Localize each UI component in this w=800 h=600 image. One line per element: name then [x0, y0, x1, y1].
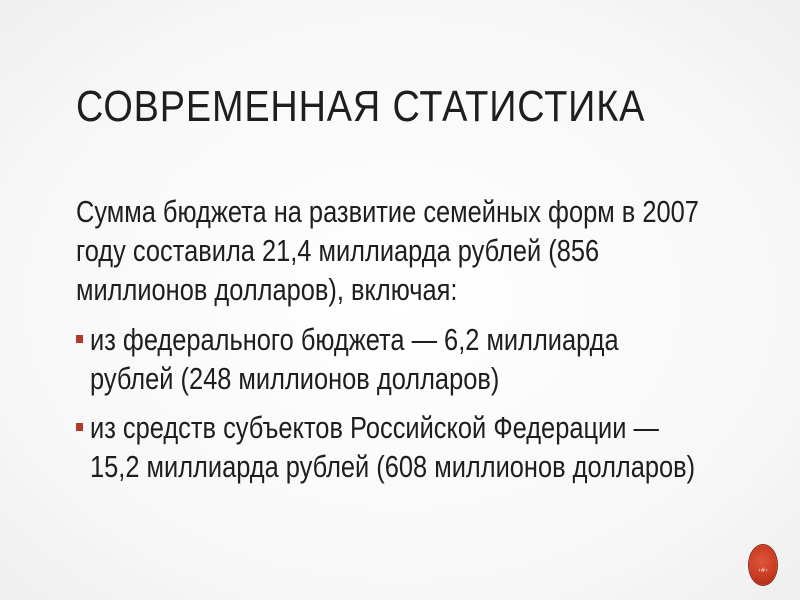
square-bullet-icon	[76, 335, 83, 343]
bullet-item	[76, 408, 796, 525]
slide-number: ‹#›	[758, 567, 768, 574]
bullet-item	[76, 320, 796, 398]
slide-body	[76, 192, 796, 535]
slide-number-badge	[749, 545, 777, 585]
intro-paragraph: Сумма бюджета на развитие семейных форм в 2007 году составила 21,4 миллиарда рублей (856 миллионов долларов), включая:	[76, 194, 699, 307]
bullet-text: из федерального бюджета — 6,2 миллиарда рублей (248 миллионов долларов)	[90, 322, 619, 396]
slide-title: СОВРЕМЕННАЯ СТАТИСТИКА	[76, 82, 646, 131]
bullet-list	[76, 320, 796, 525]
bullet-text: из средств субъектов Российской Федерации — 15,2 миллиарда рублей (608 миллионов долларов)	[90, 410, 696, 484]
square-bullet-icon	[76, 423, 83, 431]
